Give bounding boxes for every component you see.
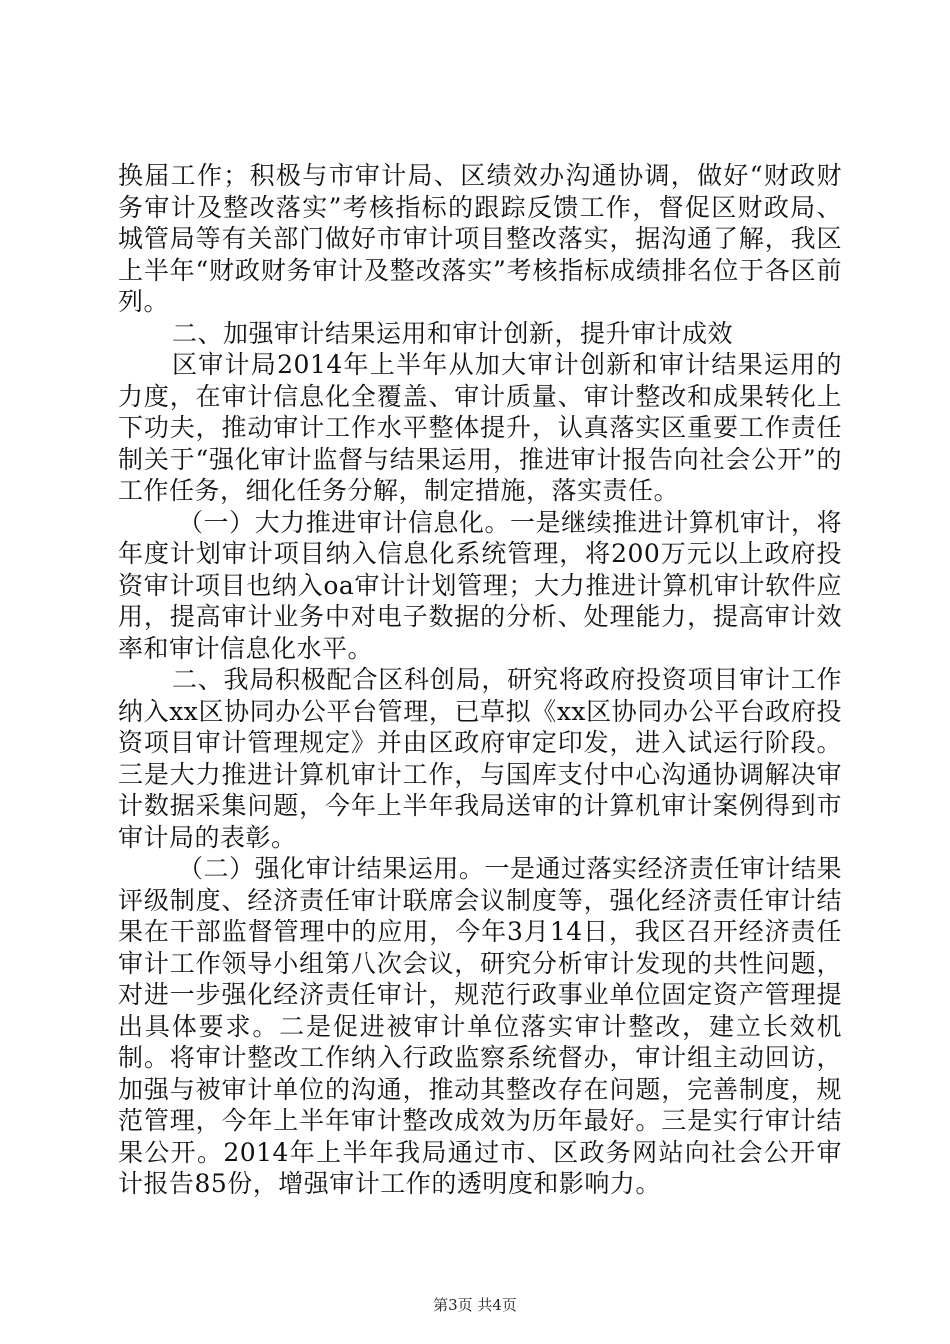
paragraph-informatization: （一）大力推进审计信息化。一是继续推进计算机审计，将年度计划审计项目纳入信息化系统管理，将200万元以上政府投资审计项目也纳入oa审计计划管理；大力推进计算机审计软件应用，提高审计业务中对电子数据的分析、处理能力，提高审计效率和审计信息化水平。 (118, 507, 842, 663)
document-body (118, 160, 842, 1200)
paragraph-intro: 区审计局2014年上半年从加大审计创新和审计结果运用的力度，在审计信息化全覆盖、审计质量、审计整改和成果转化上下功夫，推动审计工作水平整体提升，认真落实区重要工作责任制关于“强化审计监督与结果运用，推进审计报告向社会公开”的工作任务，细化任务分解，制定措施，落实责任。 (118, 350, 842, 505)
paragraph-continuation: 换届工作；积极与市审计局、区绩效办沟通协调，做好“财政财务审计及整改落实”考核指标的跟踪反馈工作，督促区财政局、城管局等有关部门做好市审计项目整改落实，据沟通了解，我区上半年“财政财务审计及整改落实”考核指标成绩排名位于各区前列。 (118, 161, 842, 316)
paragraph-results-usage: （二）强化审计结果运用。一是通过落实经济责任审计结果评级制度、经济责任审计联席会议制度等，强化经济责任审计结果在干部监督管理中的应用，今年3月14日，我区召开经济责任审计工作领导小组第八次会议，研究分析审计发现的共性问题，对进一步强化经济责任审计，规范行政事业单位固定资产管理提出具体要求。二是促进被审计单位落实审计整改，建立长效机制。将审计整改工作纳入行政监察系统督办，审计组主动回访，加强与被审计单位的沟通，推动其整改存在问题，完善制度，规范管理，今年上半年审计整改成效为历年最好。三是实行审计结果公开。2014年上半年我局通过市、区政务网站向社会公开审计报告85份，增强审计工作的透明度和影响力。 (118, 854, 842, 1198)
page-number-footer: 第3页 共4页 (433, 1296, 517, 1314)
section-heading: 二、加强审计结果运用和审计创新，提升审计成效 (172, 318, 734, 348)
paragraph-collaboration: 二、我局积极配合区科创局，研究将政府投资项目审计工作纳入xx区协同办公平台管理，已草拟《xx区协同办公平台政府投资项目审计管理规定》并由区政府审定印发，进入试运行阶段。三是大力推进计算机审计工作，与国库支付中心沟通协调解决审计数据采集问题，今年上半年我局送审的计算机审计案例得到市审计局的表彰。 (118, 665, 842, 852)
